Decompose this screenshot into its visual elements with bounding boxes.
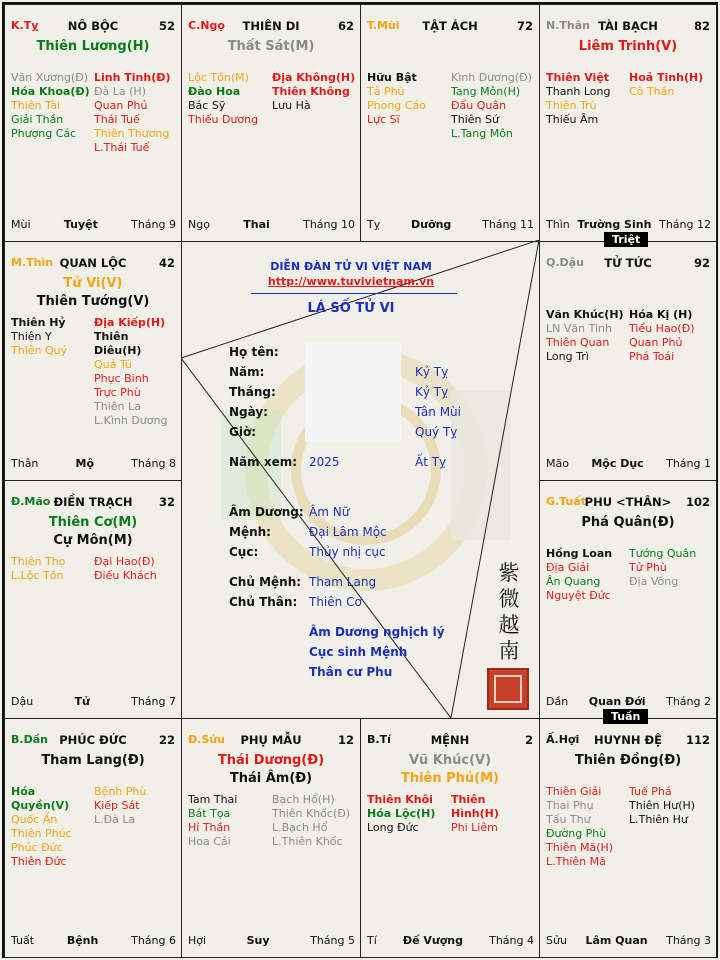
star-list <box>11 71 177 155</box>
palace-thin <box>4 241 182 481</box>
minor-star: Quốc Ấn <box>11 813 58 826</box>
palace-footer <box>11 457 176 470</box>
minor-star: L.Thiên Mã <box>546 855 606 868</box>
minor-star: Kiếp Sát <box>94 799 140 812</box>
minor-star: Đào Hoa <box>188 85 241 98</box>
palace-name: ĐIỀN TRẠCH <box>53 495 133 509</box>
palace-footer <box>546 934 711 947</box>
palace-age: 32 <box>158 495 175 509</box>
minor-star: Thiên Diêu(H) <box>94 330 142 357</box>
footer-branch: Tí <box>367 934 377 947</box>
minor-star: Quan Phủ <box>629 336 683 349</box>
minor-star: Lưu Hà <box>272 99 311 112</box>
footer-branch: Tỵ <box>367 218 381 231</box>
main-star: Tử Vi(V) <box>63 276 123 291</box>
star-list <box>546 785 712 869</box>
minor-star: Hóa Kị (H) <box>629 308 693 321</box>
main-star: Thái Dương(Đ) <box>217 753 325 768</box>
star-list <box>11 785 177 869</box>
minor-star: Thiên Việt <box>546 71 610 84</box>
menh-value: Đại Lâm Mộc <box>309 525 387 539</box>
palace-branch: N.Thân <box>546 19 590 32</box>
note-2: Cục sinh Mệnh <box>309 645 408 659</box>
minor-star: Văn Xương(Đ) <box>11 71 89 84</box>
palace-tuat <box>539 480 717 719</box>
minor-star: Đẩu Quân <box>451 99 507 112</box>
minor-star: Thiên Hình(H) <box>451 793 499 820</box>
main-star: Thiên Đồng(Đ) <box>574 753 682 768</box>
palace-age: 12 <box>337 733 354 747</box>
minor-star: Hóa Quyền(V) <box>11 785 70 812</box>
life-stage: Thai <box>243 218 270 231</box>
palace-footer <box>367 218 534 231</box>
minor-star: L.Lộc Tồn <box>11 569 64 582</box>
minor-star: Bát Tọa <box>188 807 231 820</box>
minor-star: Phong Cáo <box>367 99 426 112</box>
lunar-month: Tháng 3 <box>666 934 711 947</box>
minor-star: Phi Liêm <box>451 821 498 834</box>
tuan-badge: Tuần <box>603 709 648 724</box>
palace-branch: M.Thìn <box>11 256 54 269</box>
cuc-value: Thủy nhị cục <box>309 545 386 559</box>
view-year-number: 2025 <box>309 455 340 469</box>
palace-branch: T.Mùi <box>367 19 400 32</box>
minor-star: Thiên Hỷ <box>11 316 66 329</box>
star-list <box>546 547 712 603</box>
minor-star: Địa Kiếp(H) <box>94 316 166 329</box>
palace-age: 72 <box>516 19 533 33</box>
palace-branch: C.Ngọ <box>188 19 225 32</box>
lunar-month: Tháng 1 <box>666 457 711 470</box>
minor-star: Trực Phù <box>94 386 141 399</box>
minor-star: Thái Tuế <box>94 113 140 126</box>
site-url[interactable]: http://www.tuvivietnam.vn <box>267 275 435 288</box>
minor-star: Thiên Khốc(Đ) <box>272 807 351 820</box>
star-column-right <box>94 785 177 869</box>
star-column-right <box>451 71 535 141</box>
star-column-left <box>546 547 629 603</box>
minor-star: Thiên La <box>94 400 141 413</box>
palace-age: 2 <box>524 733 533 747</box>
main-star: Thiên Cơ(M) <box>48 515 138 530</box>
star-list <box>367 71 535 141</box>
lunar-month: Tháng 11 <box>482 218 534 231</box>
lunar-month: Tháng 6 <box>131 934 176 947</box>
star-column-left <box>11 71 94 155</box>
minor-star: Thiên Phúc <box>11 827 72 840</box>
palace-branch: B.Dần <box>11 733 48 746</box>
palace-footer <box>11 695 176 708</box>
view-year-label: Năm xem: <box>229 455 298 469</box>
minor-star: Hóa Khoa(Đ) <box>11 85 90 98</box>
star-list <box>11 555 177 583</box>
minor-star: Hồng Loan <box>546 547 613 560</box>
main-star: Thiên Lương(H) <box>36 39 150 54</box>
footer-branch: Thìn <box>546 218 570 231</box>
palace-age: 22 <box>158 733 175 747</box>
lunar-month: Tháng 4 <box>489 934 534 947</box>
palace-age: 82 <box>693 19 710 33</box>
lunar-month: Tháng 12 <box>659 218 711 231</box>
minor-star: Đại Hao(Đ) <box>94 555 155 568</box>
palace-name: PHU <THÂN> <box>584 495 672 509</box>
star-column-right <box>272 793 356 849</box>
footer-branch: Ngọ <box>188 218 210 231</box>
menh-label: Mệnh: <box>229 525 271 539</box>
calligraphy-char: 微 <box>498 587 520 611</box>
palace-branch: K.Tỵ <box>11 19 39 32</box>
palace-ngo <box>181 4 361 242</box>
minor-star: Thiên Mã(H) <box>546 841 614 854</box>
month-value: Kỷ Tỵ <box>415 385 449 399</box>
palace-footer <box>546 457 711 470</box>
minor-star: Hoa Cái <box>188 835 231 848</box>
minor-star: Thiên Hư(H) <box>629 799 696 812</box>
minor-star: LN Văn Tinh <box>546 322 612 335</box>
palace-branch: Q.Dậu <box>546 256 584 269</box>
life-stage: Suy <box>246 934 270 947</box>
palace-branch: G.Tuất <box>546 495 587 508</box>
triet-badge: Triệt <box>604 232 648 247</box>
footer-branch: Dần <box>546 695 569 708</box>
minor-star: Ân Quang <box>546 575 601 588</box>
minor-star: Quan Phủ <box>94 99 148 112</box>
minor-star: L.Thiên Hư <box>629 813 688 826</box>
life-stage: Trường Sinh <box>577 218 652 231</box>
minor-star: Phúc Đức <box>11 841 63 854</box>
minor-star: Hỉ Thần <box>188 821 231 834</box>
minor-star: Thiên Y <box>11 330 52 343</box>
minor-star: Địa Võng <box>629 575 679 588</box>
vertical-calligraphy <box>497 560 521 664</box>
minor-star: Tang Môn(H) <box>451 85 521 98</box>
am-duong-label: Âm Dương: <box>229 505 304 519</box>
star-column-left <box>546 785 629 869</box>
main-star: Vũ Khúc(V) <box>408 753 492 768</box>
minor-star: Thiếu Âm <box>546 113 599 126</box>
minor-star: Thiếu Dương <box>188 113 259 126</box>
minor-star: Nguyệt Đức <box>546 589 611 602</box>
star-list <box>546 71 712 127</box>
main-star: Thất Sát(M) <box>227 39 315 54</box>
minor-star: Thiên Khôi <box>367 793 433 806</box>
minor-star: Thiên Không <box>272 85 350 98</box>
palace-age: 62 <box>337 19 354 33</box>
lunar-month: Tháng 5 <box>310 934 355 947</box>
minor-star: Thai Phụ <box>546 799 594 812</box>
note-3: Thân cư Phu <box>309 665 393 679</box>
palace-than <box>539 4 717 242</box>
minor-star: L.Tang Môn <box>451 127 513 140</box>
footer-branch: Thân <box>11 457 39 470</box>
life-stage: Quan Đới <box>588 695 646 708</box>
star-column-left <box>11 555 94 583</box>
minor-star: Thiên Thọ <box>11 555 66 568</box>
palace-footer <box>11 218 176 231</box>
palace-age: 42 <box>158 256 175 270</box>
life-stage: Bệnh <box>66 934 99 947</box>
palace-footer <box>11 934 176 947</box>
palace-footer <box>188 934 355 947</box>
minor-star: Tử Phù <box>629 561 667 574</box>
calligraphy-char: 紫 <box>498 561 520 585</box>
minor-star: Thiên Tài <box>11 99 61 112</box>
minor-star: L.Bạch Hổ <box>272 821 328 834</box>
palace-mao <box>4 480 182 719</box>
star-column-left <box>188 71 272 127</box>
star-list <box>188 793 356 849</box>
palace-name: TỬ TỨC <box>604 256 652 270</box>
minor-star: Thiên Trù <box>546 99 597 112</box>
minor-star: Thiên Thương <box>94 127 170 140</box>
life-stage: Mộc Dục <box>591 457 644 470</box>
palace-name: NÔ BỘC <box>67 19 119 33</box>
star-column-right <box>629 308 712 364</box>
life-stage: Dưỡng <box>411 218 452 231</box>
lunar-month: Tháng 2 <box>666 695 711 708</box>
month-label: Tháng: <box>229 385 276 399</box>
footer-branch: Sửu <box>546 934 567 947</box>
chu-than-label: Chủ Thân: <box>229 595 298 609</box>
name-label: Họ tên: <box>229 345 279 359</box>
star-column-right <box>94 555 177 583</box>
minor-star: Văn Khúc(H) <box>546 308 624 321</box>
chu-menh-value: Tham Lang <box>309 575 377 589</box>
minor-star: Tiểu Hao(Đ) <box>629 322 695 335</box>
main-star: Cự Môn(M) <box>53 533 133 548</box>
minor-star: Tướng Quân <box>629 547 697 560</box>
day-value: Tân Mùi <box>415 405 461 419</box>
chart-title: LÁ SỐ TỬ VI <box>307 301 395 316</box>
calligraphy-char: 南 <box>498 639 520 663</box>
palace-dan <box>4 718 182 958</box>
minor-star: Phục Binh <box>94 372 149 385</box>
minor-star: Quả Tú <box>94 358 132 371</box>
red-seal-stamp <box>487 668 529 710</box>
main-star: Thiên Phủ(M) <box>400 771 500 786</box>
minor-star: L.Thiên Khốc <box>272 835 343 848</box>
life-stage: Tuyệt <box>63 218 98 231</box>
palace-dau <box>539 241 717 481</box>
lunar-month: Tháng 7 <box>131 695 176 708</box>
footer-branch: Hợi <box>188 934 207 947</box>
minor-star: Tả Phù <box>367 85 405 98</box>
center-panel <box>181 240 539 718</box>
minor-star: Tam Thai <box>188 793 238 806</box>
minor-star: Địa Không(H) <box>272 71 356 84</box>
palace-name: PHỤ MẪU <box>240 733 302 747</box>
minor-star: Hóa Lộc(H) <box>367 807 436 820</box>
life-stage: Lâm Quan <box>585 934 648 947</box>
palace-footer <box>367 934 534 947</box>
footer-branch: Dậu <box>11 695 34 708</box>
star-column-right <box>451 793 535 835</box>
minor-star: Thiên Sứ <box>451 113 499 126</box>
palace-footer <box>546 218 711 231</box>
minor-star: Tuế Phá <box>629 785 672 798</box>
palace-name: TẬT ÁCH <box>422 19 478 33</box>
main-star: Tham Lang(Đ) <box>41 753 145 768</box>
palace-name: HUYNH ĐỆ <box>593 733 663 747</box>
palace-age: 102 <box>685 495 710 509</box>
palace-ty <box>4 4 182 242</box>
year-label: Năm: <box>229 365 265 379</box>
minor-star: Thiên Quan <box>546 336 610 349</box>
life-stage: Tử <box>74 695 90 708</box>
minor-star: Cô Thần <box>629 85 675 98</box>
palace-name: PHÚC ĐỨC <box>59 733 127 747</box>
palace-age: 92 <box>693 256 710 270</box>
chu-than-value: Thiên Cơ <box>309 595 362 609</box>
palace-branch: Đ.Mão <box>11 495 51 508</box>
main-star: Thái Âm(Đ) <box>229 771 313 786</box>
star-list <box>367 793 535 835</box>
star-list <box>11 316 177 428</box>
palace-branch: Đ.Sửu <box>188 733 225 746</box>
star-column-left <box>367 793 451 835</box>
minor-star: Long Đức <box>367 821 419 834</box>
minor-star: Bệnh Phù <box>94 785 147 798</box>
palace-branch: B.Tí <box>367 733 391 746</box>
minor-star: Đường Phù <box>546 827 607 840</box>
minor-star: Tấu Thư <box>546 813 591 826</box>
minor-star: L.Đà La <box>94 813 136 826</box>
main-star: Thiên Tướng(V) <box>36 294 150 309</box>
star-column-right <box>629 71 712 127</box>
palace-age: 112 <box>685 733 710 747</box>
lunar-month: Tháng 8 <box>131 457 176 470</box>
minor-star: Long Trì <box>546 350 589 363</box>
star-column-left <box>546 308 629 364</box>
minor-star: Linh Tinh(Đ) <box>94 71 171 84</box>
main-star: Liêm Trinh(V) <box>578 39 678 54</box>
cuc-label: Cục: <box>229 545 259 559</box>
minor-star: Phượng Các <box>11 127 77 140</box>
minor-star: Thiên Giải <box>546 785 602 798</box>
palace-suu <box>181 718 361 958</box>
palace-name: THIÊN DI <box>242 19 300 33</box>
palace-branch: Ấ.Hợi <box>546 733 580 746</box>
minor-star: Kình Dương(Đ) <box>451 71 532 84</box>
palace-hoi <box>539 718 717 958</box>
star-column-left <box>11 785 94 869</box>
chu-menh-label: Chủ Mệnh: <box>229 575 302 589</box>
star-column-right <box>629 547 712 603</box>
palace-ti <box>360 718 540 958</box>
view-year-value: Ất Tỵ <box>415 455 447 469</box>
minor-star: Bác Sỹ <box>188 99 226 112</box>
palace-name: QUAN LỘC <box>59 256 127 270</box>
lunar-month: Tháng 9 <box>131 218 176 231</box>
minor-star: Thiên Đức <box>11 855 67 868</box>
calligraphy-char: 越 <box>498 613 520 637</box>
life-stage: Mộ <box>75 457 95 470</box>
star-list <box>546 308 712 364</box>
palace-mui <box>360 4 540 242</box>
day-label: Ngày: <box>229 405 268 419</box>
minor-star: Phá Toái <box>629 350 675 363</box>
year-value: Kỷ Tỵ <box>415 365 449 379</box>
minor-star: Hữu Bật <box>367 71 417 84</box>
site-name: DIỄN ĐÀN TỬ VI VIỆT NAM <box>270 260 432 273</box>
life-stage: Đế Vượng <box>402 934 463 947</box>
footer-branch: Tuất <box>11 934 35 947</box>
star-column-right <box>629 785 712 869</box>
star-column-left <box>11 316 94 428</box>
hour-label: Giờ: <box>229 425 257 439</box>
star-column-left <box>546 71 629 127</box>
minor-star: Địa Giải <box>546 561 590 574</box>
minor-star: Thiên Quý <box>11 344 68 357</box>
minor-star: Bạch Hổ(H) <box>272 793 335 806</box>
photo-placeholder <box>305 342 401 442</box>
palace-name: TÀI BẠCH <box>598 19 658 33</box>
star-column-left <box>367 71 451 141</box>
minor-star: Lực Sĩ <box>367 113 400 126</box>
footer-branch: Mão <box>546 457 569 470</box>
main-star: Phá Quân(Đ) <box>581 515 675 530</box>
am-duong-value: Âm Nữ <box>309 505 350 519</box>
minor-star: Lộc Tồn(M) <box>188 71 249 84</box>
star-column-right <box>94 71 177 155</box>
minor-star: L.Thái Tuế <box>94 141 150 154</box>
star-list <box>188 71 356 127</box>
minor-star: Đà La (H) <box>94 85 146 98</box>
star-column-left <box>188 793 272 849</box>
title-divider <box>251 293 457 294</box>
minor-star: Giải Thần <box>11 113 64 126</box>
star-column-right <box>94 316 177 428</box>
note-1: Âm Dương nghịch lý <box>309 625 445 639</box>
palace-footer <box>188 218 355 231</box>
palace-name: MỆNH <box>430 733 470 747</box>
minor-star: Hoả Tinh(H) <box>629 71 704 84</box>
palace-footer <box>546 695 711 708</box>
footer-branch: Mùi <box>11 218 31 231</box>
minor-star: Điếu Khách <box>94 569 157 582</box>
palace-age: 52 <box>158 19 175 33</box>
minor-star: L.Kình Dương <box>94 414 168 427</box>
lunar-month: Tháng 10 <box>303 218 355 231</box>
star-column-right <box>272 71 356 127</box>
minor-star: Thanh Long <box>546 85 611 98</box>
hour-value: Quý Tỵ <box>415 425 458 439</box>
